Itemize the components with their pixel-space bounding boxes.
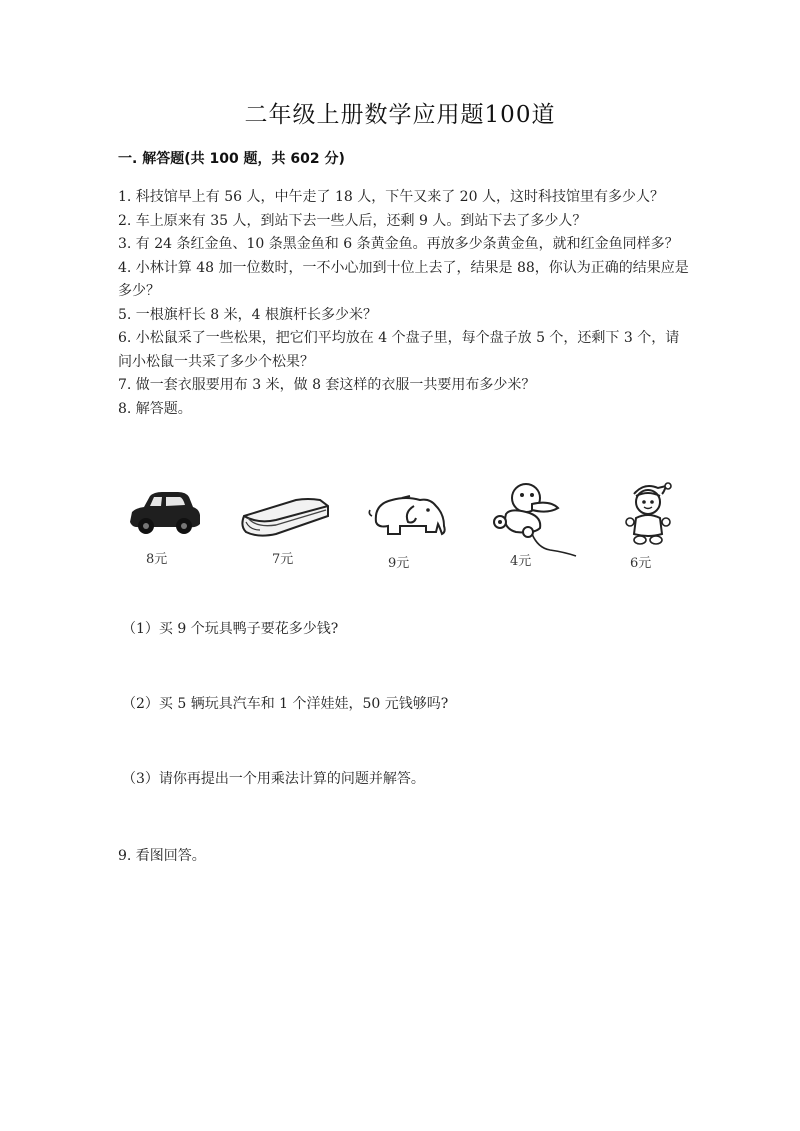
problem-5: 5. 一根旗杆长 8 米，4 根旗杆长多少米？ — [118, 306, 377, 323]
problem-1: 1. 科技馆早上有 56 人，中午走了 18 人，下午又来了 20 人，这时科技馆里有多少人？ — [118, 189, 664, 205]
subquestion-1: （1）买 9 个玩具鸭子要花多少钱? — [122, 621, 339, 637]
car-price: 8元 — [146, 552, 168, 567]
problem-2: 2. 车上原来有 35 人，到站下去一些人后，还剩 9 人。到站下去了多少人？ — [118, 212, 587, 229]
problem-9: 9. 看图回答。 — [118, 848, 206, 864]
toy-car-icon — [126, 488, 202, 540]
toy-car — [126, 488, 202, 567]
doll — [620, 480, 676, 571]
problem-7: 7. 做一套衣服要用布 3 米，做 8 套这样的衣服一共要用布多少米？ — [118, 377, 536, 393]
problem-3: 3. 有 24 条红金鱼、10 条黑金鱼和 6 条黄金鱼。再放多少条黄金鱼，就和红金鱼同样多？ — [118, 236, 679, 252]
section-heading: 一. 解答题(共 100 题，共 602 分) — [118, 151, 345, 167]
problem-list — [118, 186, 693, 421]
toy-price-figure — [118, 478, 693, 588]
toy-elephant-icon — [366, 492, 450, 542]
elephant-price: 9元 — [388, 556, 410, 571]
duck-price: 4元 — [510, 554, 532, 569]
doll-icon — [620, 480, 676, 554]
subquestion-2: （2）买 5 辆玩具汽车和 1 个洋娃娃，50 元钱够吗? — [122, 696, 449, 712]
problem-4: 4. 小林计算 48 加一位数时，一不小心加到十位上去了，结果是 88，你认为正确的结果应是多少？ — [118, 259, 689, 299]
toy-duck-icon — [488, 478, 580, 564]
page-title: 二年级上册数学应用题100道 — [244, 102, 556, 128]
toy-duck — [488, 478, 580, 569]
pencil-case — [236, 494, 332, 567]
toy-elephant — [366, 492, 450, 571]
problem-6: 6. 小松鼠采了一些松果，把它们平均放在 4 个盘子里，每个盘子放 5 个，还剩下 3 个，请问小松鼠一共采了多少个松果？ — [118, 330, 680, 370]
doll-price: 6元 — [630, 556, 652, 571]
problem-8: 8. 解答题。 — [118, 400, 192, 417]
pencil-case-icon — [236, 494, 332, 540]
pencil-case-price: 7元 — [272, 552, 294, 567]
subquestion-3: （3）请你再提出一个用乘法计算的问题并解答。 — [122, 771, 425, 787]
